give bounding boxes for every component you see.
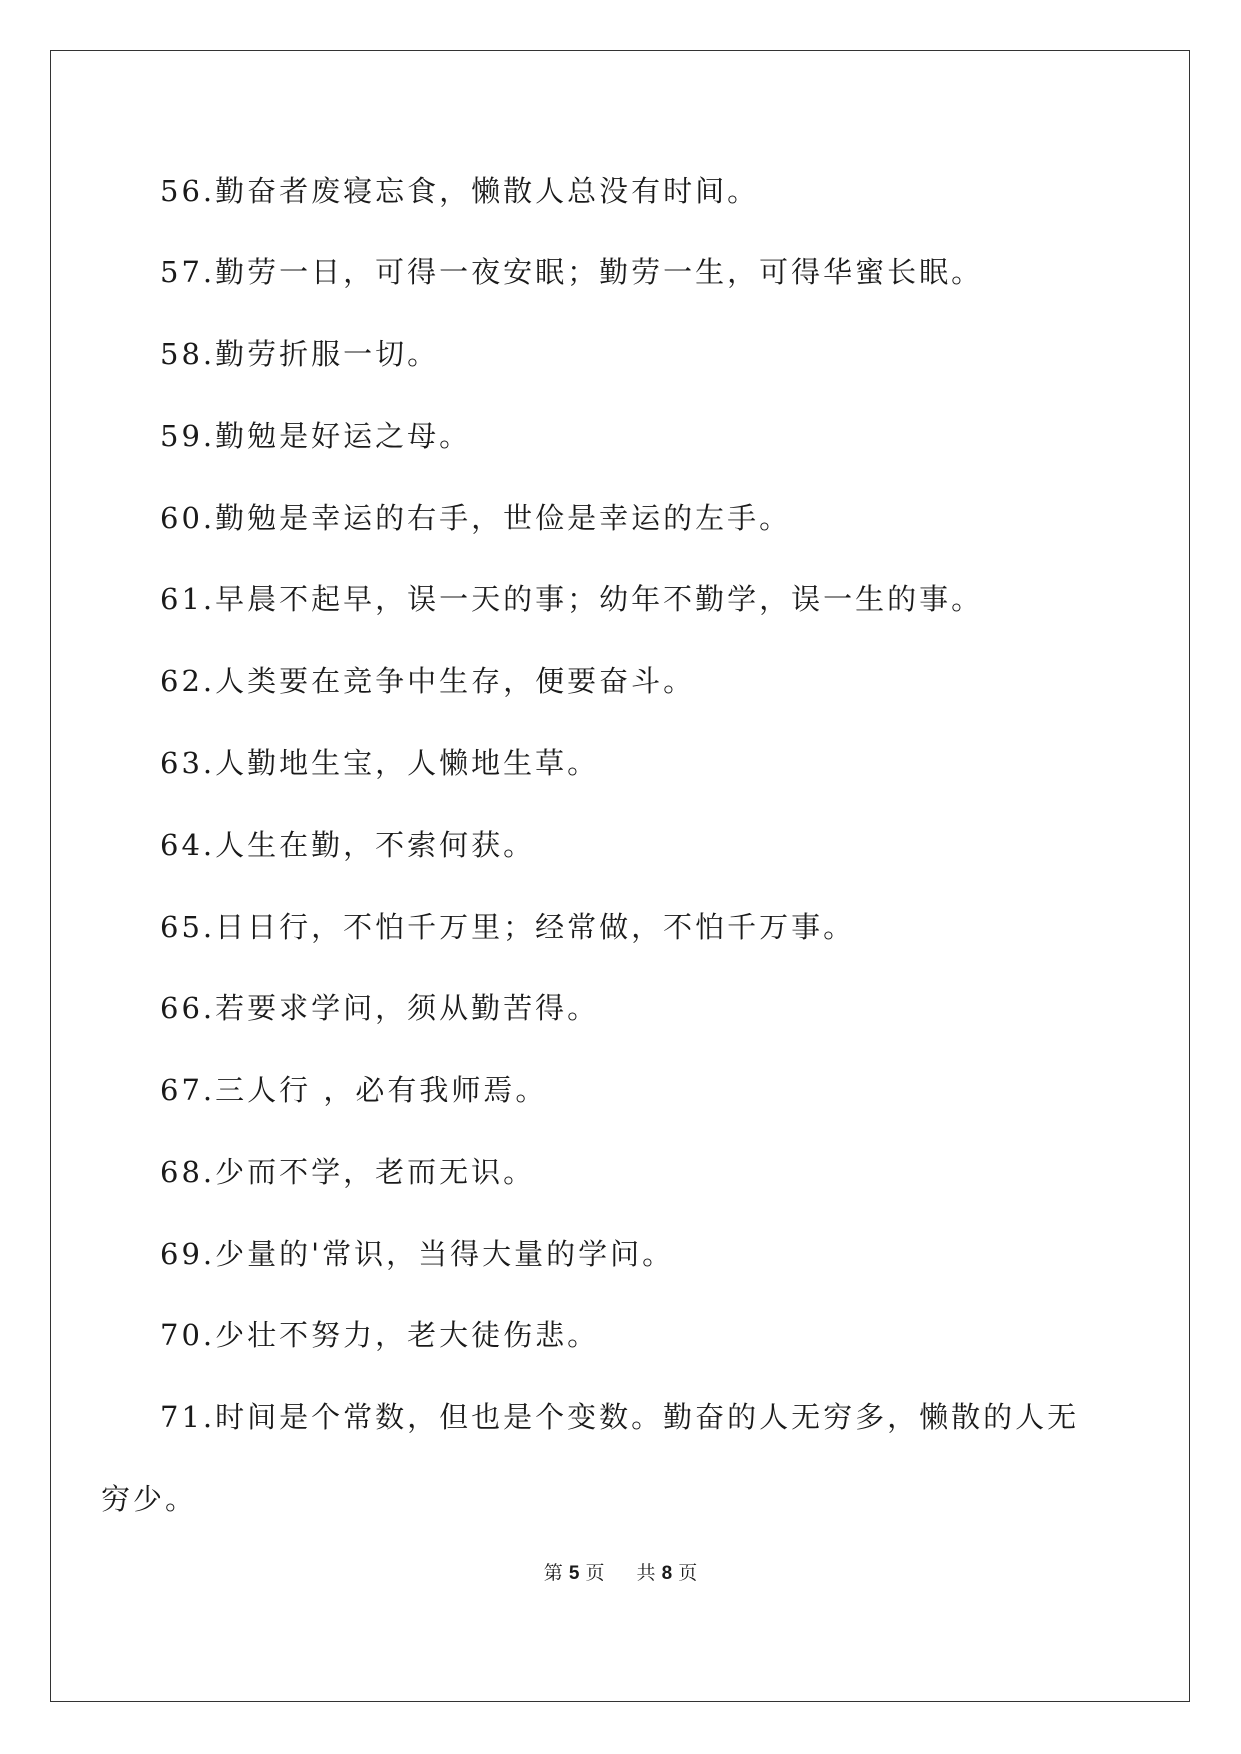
quote-line-65: 65.日日行，不怕千万里；经常做，不怕千万事。 [160, 910, 856, 944]
quote-line-68: 68.少而不学，老而无识。 [160, 1155, 536, 1189]
footer-total-prefix: 共 [636, 1562, 656, 1584]
current-page-number: 5 [568, 1563, 580, 1584]
quote-line-63: 63.人勤地生宝，人懒地生草。 [160, 746, 600, 780]
quote-line-56: 56.勤奋者废寝忘食，懒散人总没有时间。 [160, 174, 760, 208]
page-footer [0, 1561, 1241, 1586]
quote-line-59: 59.勤勉是好运之母。 [160, 419, 472, 453]
quote-line-69: 69.少量的'常识，当得大量的学问。 [160, 1237, 675, 1271]
footer-total-suffix: 页 [678, 1562, 698, 1584]
quote-line-61: 61.早晨不起早，误一天的事；幼年不勤学，误一生的事。 [160, 582, 984, 616]
quote-line-71: 71.时间是个常数，但也是个变数。勤奋的人无穷多，懒散的人无 [160, 1400, 1080, 1434]
quote-line-64: 64.人生在勤，不索何获。 [160, 828, 536, 862]
quote-line-60: 60.勤勉是幸运的右手，世俭是幸运的左手。 [160, 501, 792, 535]
quote-line-71-continued: 穷少。 [101, 1482, 198, 1516]
quote-line-62: 62.人类要在竞争中生存，便要奋斗。 [160, 664, 696, 698]
quote-line-67: 67.三人行 ，必有我师焉。 [160, 1073, 548, 1107]
page-border [50, 50, 1190, 1702]
quote-line-57: 57.勤劳一日，可得一夜安眠；勤劳一生，可得华蜜长眠。 [160, 255, 984, 289]
quote-line-66: 66.若要求学问，须从勤苦得。 [160, 991, 600, 1025]
quote-line-70: 70.少壮不努力，老大徒伤悲。 [160, 1318, 600, 1352]
total-page-count: 8 [661, 1563, 673, 1584]
footer-prefix: 第 [543, 1562, 563, 1584]
quote-line-58: 58.勤劳折服一切。 [160, 337, 440, 371]
footer-page-suffix: 页 [585, 1562, 605, 1584]
